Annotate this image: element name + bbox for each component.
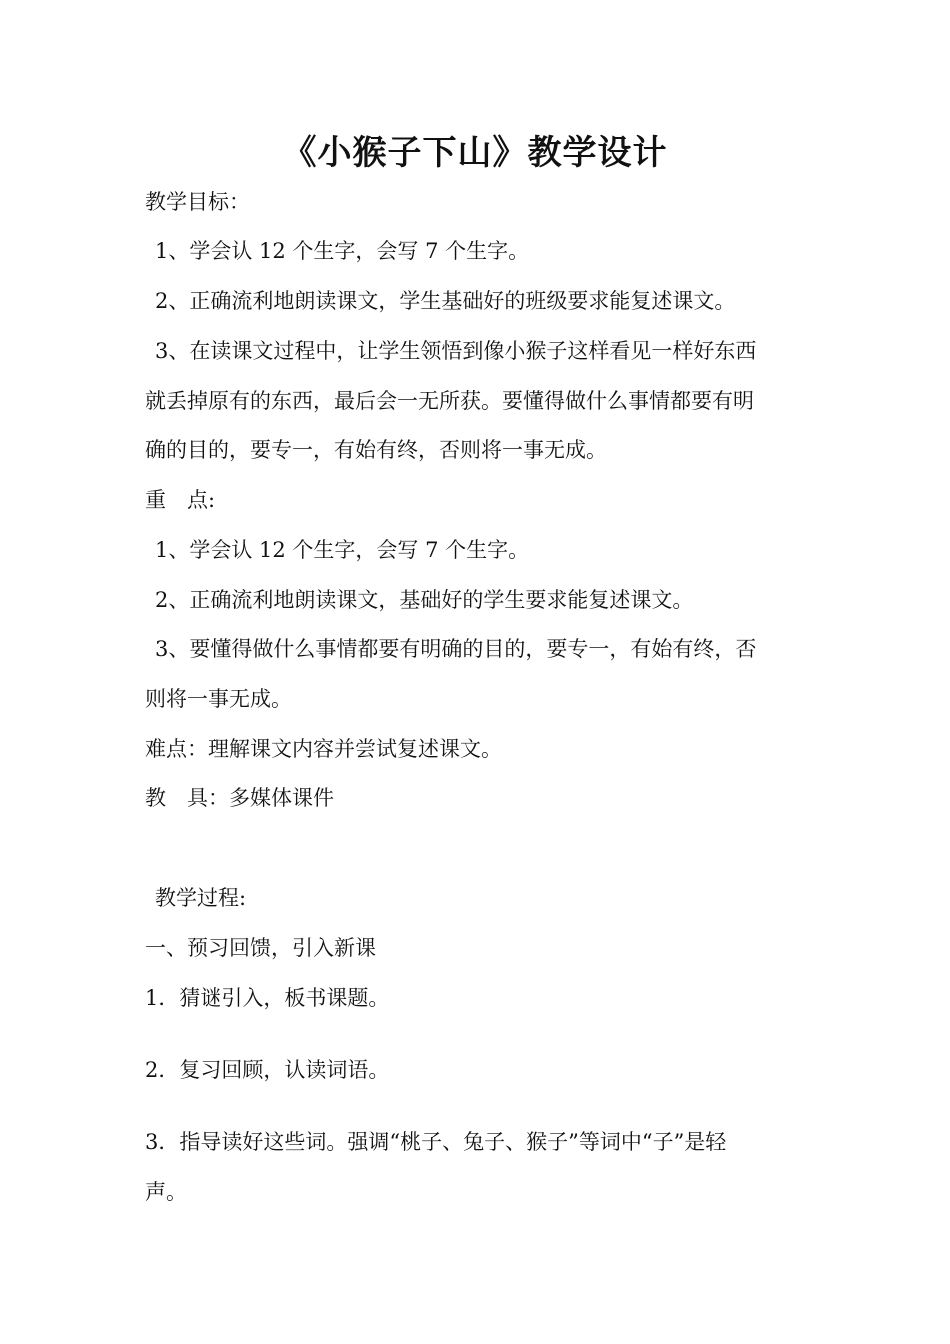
keypoint-item-3-line-1: 3、要懂得做什么事情都要有明确的目的，要专一，有始有终，否 (155, 637, 757, 661)
document-title: 《小猴子下山》教学设计 (282, 133, 668, 173)
goal-item-2: 2、正确流利地朗读课文，学生基础好的班级要求能复述课文。 (155, 289, 736, 313)
process-step-2: 2．复习回顾，认读词语。 (145, 1058, 390, 1082)
difficulty-line: 难点：理解课文内容并尝试复述课文。 (145, 737, 502, 761)
process-section-1: 一、预习回馈，引入新课 (145, 936, 376, 960)
process-heading: 教学过程: (155, 886, 247, 910)
keypoint-item-3-line-2: 则将一事无成。 (145, 687, 292, 711)
goals-heading: 教学目标： (145, 190, 250, 214)
goal-item-3-line-2: 就丢掉原有的东西，最后会一无所获。要懂得做什么事情都要有明 (145, 389, 754, 413)
goal-item-1: 1、学会认 12 个生字，会写 7 个生字。 (155, 239, 530, 263)
process-step-3-line-1: 3．指导读好这些词。强调“桃子、兔子、猴子”等词中“子”是轻 (145, 1130, 727, 1154)
keypoint-item-1: 1、学会认 12 个生字，会写 7 个生字。 (155, 538, 530, 562)
tools-line: 教 具：多媒体课件 (145, 786, 334, 810)
goal-item-3-line-1: 3、在读课文过程中，让学生领悟到像小猴子这样看见一样好东西 (155, 339, 757, 363)
keypoints-heading: 重 点: (145, 488, 216, 512)
keypoint-item-2: 2、正确流利地朗读课文，基础好的学生要求能复述课文。 (155, 588, 694, 612)
goal-item-3-line-3: 确的目的，要专一，有始有终，否则将一事无成。 (145, 438, 607, 462)
process-step-1: 1．猜谜引入，板书课题。 (145, 986, 390, 1010)
process-step-3-line-2: 声。 (145, 1180, 187, 1204)
